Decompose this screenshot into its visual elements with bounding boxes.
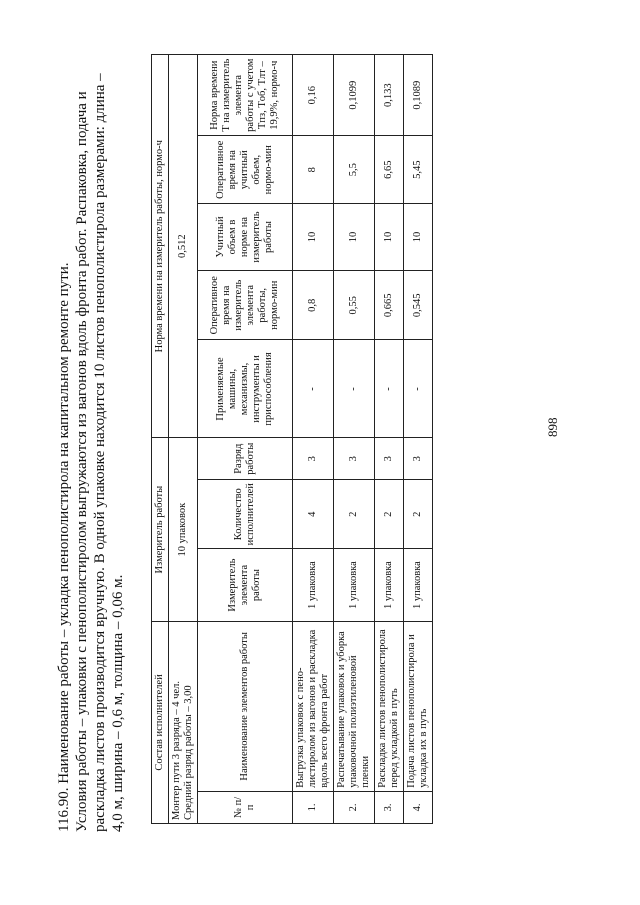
row-machines: - [293, 340, 334, 438]
header-op-time-vol: Оперативное время на учитный объем, нормо-мин [198, 136, 293, 204]
row-volume: 10 [293, 204, 334, 271]
staff-cell [169, 621, 198, 823]
header-norm-T: Норма времени T на измеритель элемента работы с учетом Tпз, Tоб, Tлт – 19,9%, нормо-ч [198, 55, 293, 136]
header-name: Наименование элементов работы [198, 621, 293, 791]
norm-value: 0,512 [169, 55, 198, 438]
row-name: Подача листов пенополистирола и укладка их в путь [404, 621, 433, 791]
row-num: 2. [334, 791, 375, 823]
row-norm-T: 0,133 [375, 55, 404, 136]
rotated-page-content [55, 52, 575, 832]
row-norm-T: 0,1099 [334, 55, 375, 136]
row-machines: - [334, 340, 375, 438]
row-op-time: 0,8 [293, 271, 334, 341]
row-count: 2 [334, 480, 375, 549]
header-meter: Измеритель работы [152, 438, 169, 621]
row-volume: 10 [404, 204, 433, 271]
header-elem-meter: Измеритель элемента работы [198, 549, 293, 622]
header-staff: Состав исполнителей [152, 621, 169, 823]
work-title: 116.90. Наименование работы – укладка пенополистирола на капитальном ремонте пути. [56, 262, 72, 832]
header-volume: Учитный объем в норме на измеритель работы [198, 204, 293, 271]
table-row [293, 55, 334, 824]
table-row [375, 55, 404, 824]
row-op-time: 0,665 [375, 271, 404, 341]
staff-line-2: Средний разряд работы – 3,00 [183, 685, 194, 820]
header-grade: Разряд работы [198, 438, 293, 480]
row-num: 4. [404, 791, 433, 823]
table-row [404, 55, 433, 824]
header-count: Количество исполнителей [198, 480, 293, 549]
row-grade: 3 [404, 438, 433, 480]
heading-block [55, 62, 127, 832]
row-name: Выгрузка упаковок с пено-листиролом из вагонов и раскладка вдоль всего фронта работ [293, 621, 334, 791]
row-machines: - [375, 340, 404, 438]
row-grade: 3 [334, 438, 375, 480]
meter-value: 10 упаковок [169, 438, 198, 621]
row-op-time: 0,55 [334, 271, 375, 341]
row-count: 2 [404, 480, 433, 549]
row-norm-T: 0,16 [293, 55, 334, 136]
row-op-time-vol: 8 [293, 136, 334, 204]
row-meter: 1 упаковка [404, 549, 433, 622]
work-conditions: Условия работы – упаковки с пенополистиролом выгружаются из вагонов вдоль фронта работ. Распаковка, подача и раскладка листов производится вручную. В одной упаковке находится 10 листов пенополистирола размерами: длина – 4,0 м, ширина – 0,6 м, толщина – 0,06 м. [74, 73, 126, 832]
row-op-time-vol: 6,65 [375, 136, 404, 204]
row-num: 3. [375, 791, 404, 823]
row-op-time: 0,545 [404, 271, 433, 341]
row-volume: 10 [375, 204, 404, 271]
row-meter: 1 упаковка [293, 549, 334, 622]
table-row [334, 55, 375, 824]
row-volume: 10 [334, 204, 375, 271]
row-num: 1. [293, 791, 334, 823]
row-grade: 3 [293, 438, 334, 480]
row-op-time-vol: 5,5 [334, 136, 375, 204]
header-machines: Применяемые машины, механизмы, инструменты и приспособления [198, 340, 293, 438]
norm-table [151, 54, 433, 824]
header-norm: Норма времени на измеритель работы, нормо-ч [152, 55, 169, 438]
row-name: Распечатывание упаковок и уборка упаковочной полиэтиленовой пленки [334, 621, 375, 791]
staff-line-1: Монтер пути 3 разряда – 4 чел. [171, 681, 182, 820]
header-op-time: Оперативное время на измеритель элемента работы, нормо-мин [198, 271, 293, 341]
header-num: № п/п [198, 791, 293, 823]
row-count: 4 [293, 480, 334, 549]
row-machines: - [404, 340, 433, 438]
row-op-time-vol: 5,45 [404, 136, 433, 204]
row-count: 2 [375, 480, 404, 549]
row-name: Раскладка листов пенополистирола перед укладкой в путь [375, 621, 404, 791]
row-norm-T: 0,1089 [404, 55, 433, 136]
page-number: 898 [545, 417, 560, 437]
row-meter: 1 упаковка [375, 549, 404, 622]
row-meter: 1 упаковка [334, 549, 375, 622]
row-grade: 3 [375, 438, 404, 480]
